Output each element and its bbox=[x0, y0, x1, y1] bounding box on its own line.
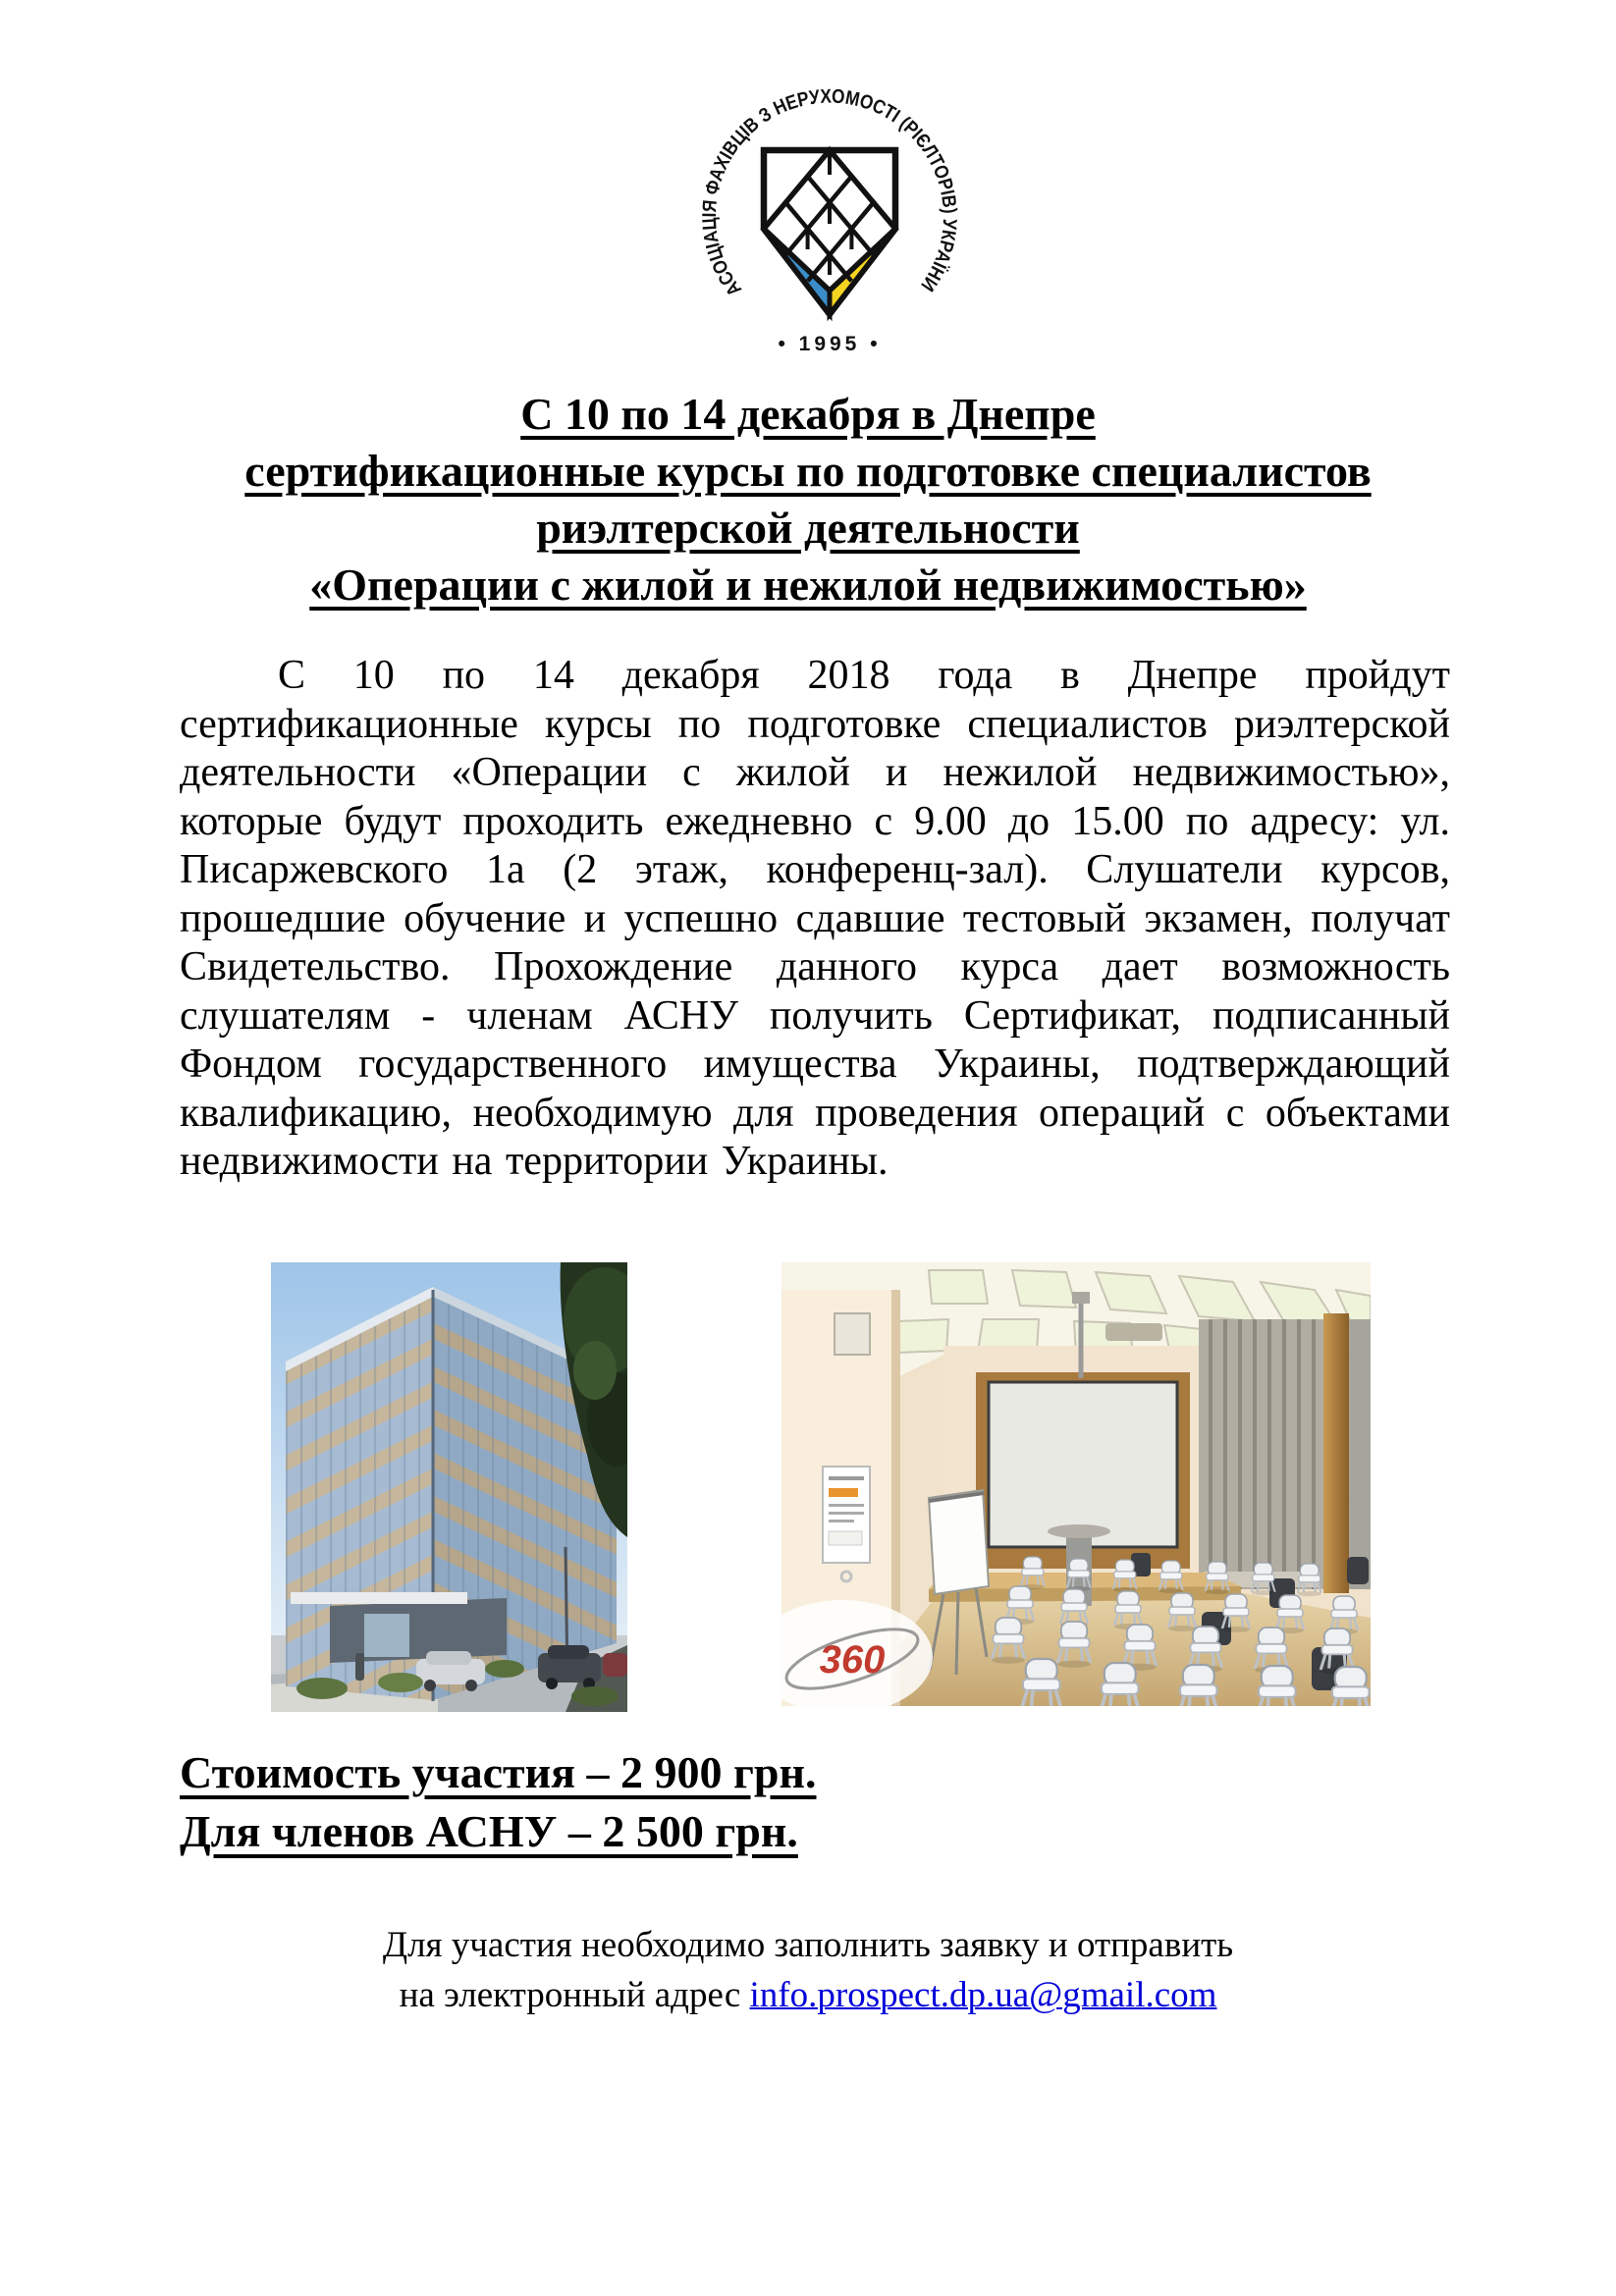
title-line-4: «Операции с жилой и нежилой недвижимостью» bbox=[309, 560, 1307, 610]
email-link[interactable]: info.prospect.dp.ua@gmail.com bbox=[749, 1975, 1217, 2015]
price-line-general: Стоимость участия – 2 900 грн. bbox=[180, 1747, 817, 1797]
conference-room-svg bbox=[781, 1262, 1371, 1706]
title-line-2: сертификационные курсы по подготовке специалистов bbox=[244, 446, 1372, 496]
logo-year-text: • 1995 • bbox=[778, 333, 882, 355]
association-logo bbox=[682, 67, 977, 371]
price-line-members: Для членов АСНУ – 2 500 грн. bbox=[180, 1806, 798, 1856]
building-photo bbox=[271, 1262, 627, 1712]
instructions-line-2-prefix: на электронный адрес bbox=[399, 1975, 741, 2015]
document-title bbox=[173, 386, 1443, 614]
instructions-line-2 bbox=[173, 1970, 1443, 2020]
title-line-3: риэлтерской деятельности bbox=[536, 503, 1080, 553]
windows-blinds bbox=[1199, 1313, 1371, 1593]
person bbox=[355, 1653, 364, 1681]
car-red bbox=[603, 1653, 627, 1677]
logo-emblem bbox=[764, 150, 895, 314]
instructions-line-1: Для участия необходимо заполнить заявку и отправить bbox=[382, 1925, 1234, 1965]
logo-arc-text: АСОЦІАЦІЯ ФАХІВЦІВ З НЕРУХОМОСТІ (РІЄЛТОРІВ) УКРАЇНИ bbox=[698, 85, 961, 300]
association-logo-svg bbox=[682, 67, 977, 371]
conference-room-photo bbox=[781, 1262, 1371, 1706]
body-paragraph: С 10 по 14 декабря 2018 года в Днепре пройдут сертификационные курсы по подготовке специалистов риэлтерской деятельности «Операции с жилой и нежилой недвижимостью», которые будут проходить ежедневно с 9.00 до 15.00 по адресу: ул. Писаржевского 1а (2 этаж, конференц-зал). Слушатели курсов, прошедшие обучение и успешно сдавшие тестовый экзамен, получат Свидетельство. Прохождение данного курса дает возможность слушателям - членам АСНУ получить Сертификат, подписанный Фондом государственного имущества Украины, подтверждающий квалификацию, необходимую для проведения операций с объектами недвижимости на территории Украины. bbox=[180, 653, 1450, 1184]
watermark-text: 360 bbox=[819, 1638, 886, 1682]
building-photo-svg bbox=[271, 1262, 627, 1712]
pricing-block bbox=[180, 1743, 817, 1861]
application-instructions bbox=[173, 1920, 1443, 2020]
projection-screen bbox=[989, 1382, 1177, 1547]
title-line-1: С 10 по 14 декабря в Днепре bbox=[520, 389, 1096, 439]
